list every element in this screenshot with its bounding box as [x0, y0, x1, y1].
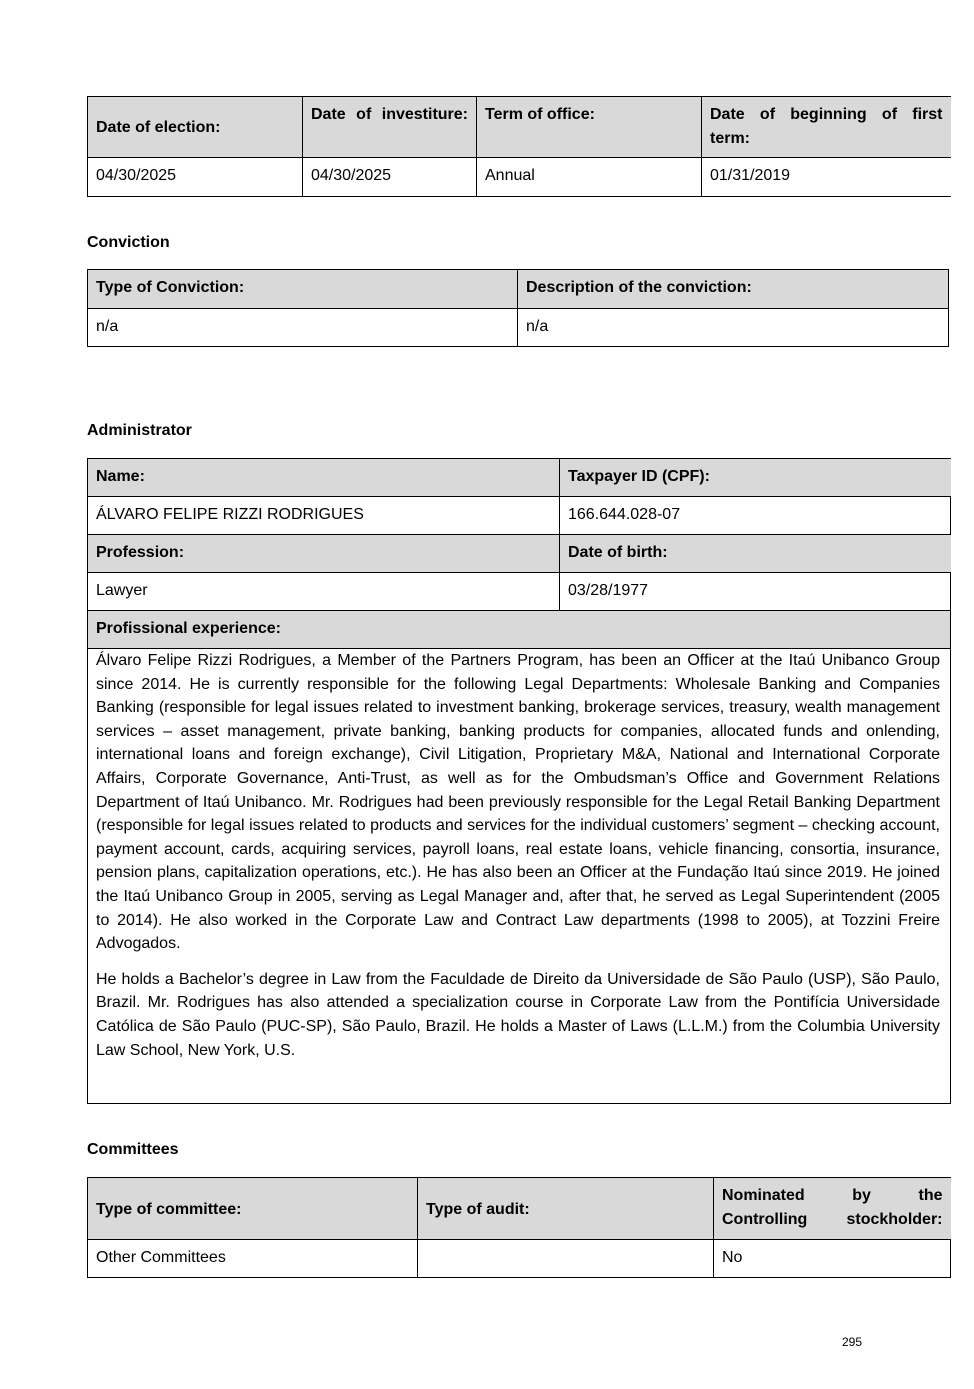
birth-date-header: Date of birth:: [560, 535, 951, 573]
investiture-date-header: Date of investiture:: [303, 97, 477, 158]
audit-type-header: Type of audit:: [418, 1178, 714, 1240]
experience-header: Profissional experience:: [88, 611, 951, 649]
committee-type-header: Type of committee:: [88, 1178, 418, 1240]
administrator-title: Administrator: [87, 422, 192, 439]
nominated-by-header: Nominated by the Controlling stockholder:: [714, 1178, 951, 1240]
conviction-description-header: Description of the conviction:: [518, 270, 949, 309]
conviction-table: [87, 269, 949, 347]
name-value: ÁLVARO FELIPE RIZZI RODRIGUES: [88, 497, 560, 535]
birth-date-value: 03/28/1977: [560, 573, 951, 611]
profession-value: Lawyer: [88, 573, 560, 611]
nominated-by-value: No: [714, 1240, 951, 1278]
page-number: 295: [842, 1335, 863, 1349]
experience-body: [88, 649, 951, 1104]
committees-title: Committees: [87, 1141, 179, 1158]
name-header: Name:: [88, 459, 560, 497]
election-date-header: Date of election:: [88, 97, 303, 158]
election-date-value: 04/30/2025: [88, 158, 303, 197]
experience-paragraph-2: He holds a Bachelor’s degree in Law from the Faculdade de Direito da Universidade de São Paulo (USP), São Paulo, Brazil. Mr. Rodrigues has also attended a specialization course in Corporate Law from the Pontifícia Universidade Católica de São Paulo (PUC-SP), São Paulo, Brazil. He holds a Master of Laws (L.L.M.) from the Columbia University Law School, New York, U.S.: [96, 970, 940, 1059]
first-term-date-value: 01/31/2019: [702, 158, 951, 197]
conviction-type-header: Type of Conviction:: [88, 270, 518, 309]
mandate-table: [87, 96, 951, 197]
experience-paragraph-1: Álvaro Felipe Rizzi Rodrigues, a Member of the Partners Program, has been an Officer at the Itaú Unibanco Group since 2014. He is currently responsible for the following Legal Departments: Wholesale Banking and Companies Banking (responsible for legal issues related to investment banking, brokerage services, treasury, wealth management services – asset management, private banking, banking products for companies, allocated funds and onlending, international loans and foreign exchange), Civil Litigation, Proprietary M&A, National and International Corporate Affairs, Corporate Governance, Anti-Trust, as well as for the Ombudsman’s Office and Government Relations Department of Itaú Unibanco. Mr. Rodrigues had been previously responsible for the Legal Retail Banking Department (responsible for legal issues related to products and services for the individual customers’ segment – checking account, payment account, cards, acquiring services, payroll loans, real estate loans, vehicle financing, consortia, insurance, pension plans, capitalization operations, etc.). He has also been an Officer at the Fundação Itaú since 2019. He joined the Itaú Unibanco Group in 2005, serving as Legal Manager and, after that, he served as Legal Superintendent (2005 to 2014). He also worked in the Corporate Law and Contract Law departments (1998 to 2005), at Tozzini Freire Advogados.: [96, 652, 940, 953]
profession-header: Profession:: [88, 535, 560, 573]
conviction-title: Conviction: [87, 234, 170, 251]
conviction-type-value: n/a: [88, 309, 518, 347]
investiture-date-value: 04/30/2025: [303, 158, 477, 197]
cpf-value: 166.644.028-07: [560, 497, 951, 535]
term-of-office-header: Term of office:: [477, 97, 702, 158]
conviction-description-value: n/a: [518, 309, 949, 347]
first-term-date-header: Date of beginning of first term:: [702, 97, 951, 158]
committee-type-value: Other Committees: [88, 1240, 418, 1278]
term-of-office-value: Annual: [477, 158, 702, 197]
administrator-table: [87, 458, 951, 1104]
cpf-header: Taxpayer ID (CPF):: [560, 459, 951, 497]
committees-table: [87, 1177, 951, 1278]
audit-type-value: [418, 1240, 714, 1278]
